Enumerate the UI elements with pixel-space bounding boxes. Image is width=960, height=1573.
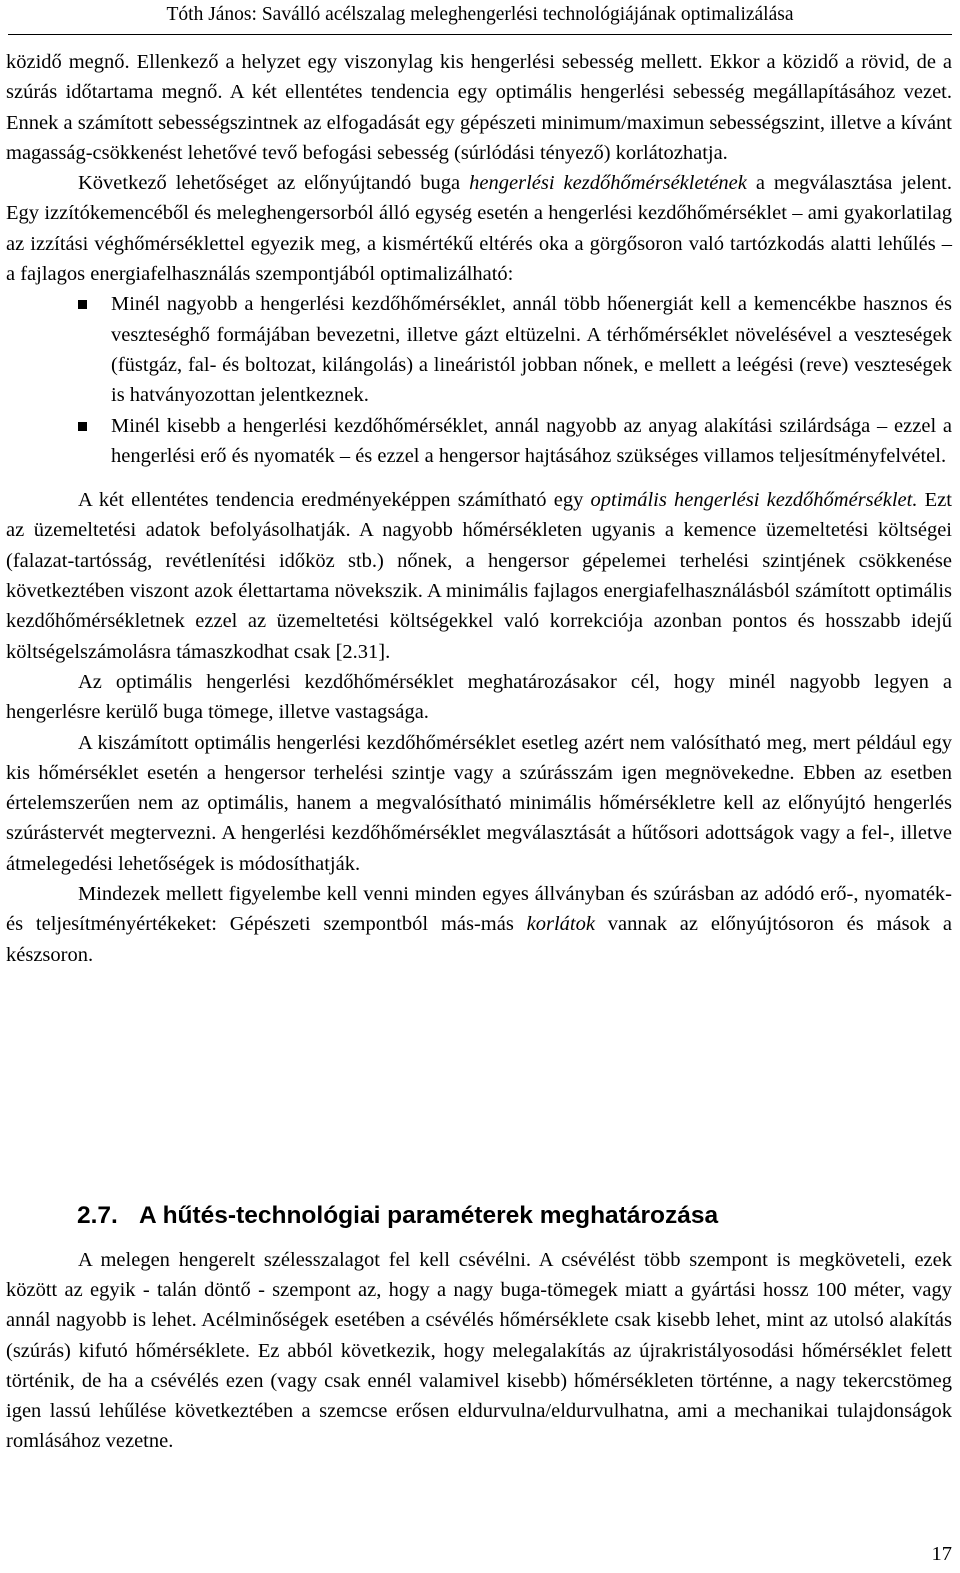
header-title: Tóth János: Saválló acélszalag meleghengerlési technológiájának optimalizálása — [166, 4, 794, 25]
text-run: a megválasztása jelent. Egy izzítókemencéből és meleghengersorból álló egység esetén a hengerlési kezdőhőmérséklet – ami gyakorlatilag az izzítási véghőmérséklettel egyezik meg, a kismértékű eltérés oka a görgősoron való tartózkodás alatti lehűlés – a fajlagos energiafelhasználás szempontjából optimalizálható: — [6, 172, 952, 286]
section-text — [6, 1245, 952, 1456]
main-text — [6, 47, 952, 970]
bullet-item: Minél nagyobb a hengerlési kezdőhőmérséklet, annál több hőenergiát kell a kemencékbe hasznos és veszteséghő formájában bevezetni, illetve gázt eltüzelni. A térhőmérséklet növelésével a veszteségek (füstgáz, fal- és boltozat, kilángolás) a lineáristól jobban nőnek, e mellett a leégési (reve) veszteségek is hatványozottan jelentkeznek. — [111, 289, 952, 410]
section-number: 2.7. — [77, 1202, 118, 1229]
emphasis-text: optimális hengerlési kezdőhőmérséklet. — [590, 489, 918, 512]
text-run: Ezt az üzemeltetési adatok befolyásolhatják. A nagyobb hőmérsékleten ugyanis a kemence üzemeltetési költségei (falazat-tartósság, revétlenítési időköz stb.) nőnek, a hengersor gépelemei terhelési szintjének csökkenése következtében viszont azok élettartama növekszik. A minimális fajlagos energiafelhasználásból számított optimális kezdőhőmérsékletnek ezzel az üzemeltetési költségekkel való korrekciója azonban pontos és hosszabb idejű költségelszámolásra támaszkodhat csak [2.31]. — [6, 489, 952, 663]
paragraph: A melegen hengerelt szélesszalagot fel kell csévélni. A csévélést több szempont is megköveteli, ezek között az egyik - talán döntő - szempont az, hogy a nagy buga-tömegek miatt a gyártási hossz 100 méter, vagy annál nagyobb is lehet. Acélminőségek esetében a csévélés hőmérséklete csak kisebb lehet, mint az utolsó alakítás (szúrás) kifutó hőmérséklete. Ez abból következik, hogy melegalakítás az újrakristályosodási hőmérséklet felett történik, de ha a csévélés ezen (vagy csak ennél valamivel kisebb) hőmérsékleten történne, a nagy tekercstömeg igen lassú lehűlése következtében a szemcse erősen eldurvulna/eldurvulhatna, ami a mechanikai tulajdonságok romlásához vezetne. — [6, 1249, 952, 1453]
text-run: Következő lehetőséget az előnyújtandó buga — [78, 172, 470, 195]
section-title: A hűtés-technológiai paraméterek meghatározása — [139, 1202, 719, 1229]
paragraph — [6, 879, 952, 970]
paragraph: A kiszámított optimális hengerlési kezdőhőmérséklet esetleg azért nem valósítható meg, mert például egy kis hőmérséklet esetén a hengersor terhelési szintje vagy a szúrásszám igen megnövekedne. Ebben az esetben értelemszerűen nem az optimális, hanem a megvalósítható minimális hőmérsékletre kell az előnyújtó hengerlés szúrástervét megtervezni. A hengerlési kezdőhőmérséklet megválasztását a hűtősori adottságok vagy a fel-, illetve átmelegedési lehetőségek is módosíthatják. — [6, 731, 952, 875]
spacer — [6, 471, 952, 485]
emphasis-text: hengerlési kezdőhőmérsékletének — [469, 172, 747, 195]
paragraph: közidő megnő. Ellenkező a helyzet egy viszonylag kis hengerlési sebesség mellett. Ekkor a közidő a rövid, de a szúrás időtartama megnő. A két ellentétes tendencia egy optimális hengerlési sebesség megállapításához vezet. Ennek a számított sebességszintnek az elfogadását egy gépészeti minimum/maximun sebességszint, illetve a kívánt magasság-csökkenést lehetővé tevő befogási sebesség (súrlódási tényező) korlátozhatja. — [6, 51, 952, 164]
running-header — [8, 0, 952, 35]
text-run: A két ellentétes tendencia eredményeképpen számítható egy — [78, 489, 591, 512]
bullet-item: Minél kisebb a hengerlési kezdőhőmérséklet, annál nagyobb az anyag alakítási szilárdsága – ezzel a hengerlési erő és nyomaték – és ezzel a hengersor hajtásához szükséges villamos teljesítményfelvétel. — [111, 411, 952, 472]
paragraph — [6, 485, 952, 667]
section-heading — [77, 1196, 718, 1236]
page-number: 17 — [931, 1543, 952, 1565]
bullet-list — [6, 289, 952, 471]
text-run: Mindezek mellett figyelembe kell venni minden egyes állványban és szúrásban az adódó erő-, nyomaték- és teljesítményértékeket: Gépészeti szempontból más-más — [6, 883, 952, 936]
emphasis-text: korlátok — [526, 913, 595, 936]
paragraph: Az optimális hengerlési kezdőhőmérséklet meghatározásakor cél, hogy minél nagyobb legyen a hengerlésre kerülő buga tömege, illetve vastagsága. — [6, 670, 952, 724]
paragraph — [6, 168, 952, 289]
text-run: vannak az előnyújtósoron és mások a készsoron. — [6, 913, 952, 966]
